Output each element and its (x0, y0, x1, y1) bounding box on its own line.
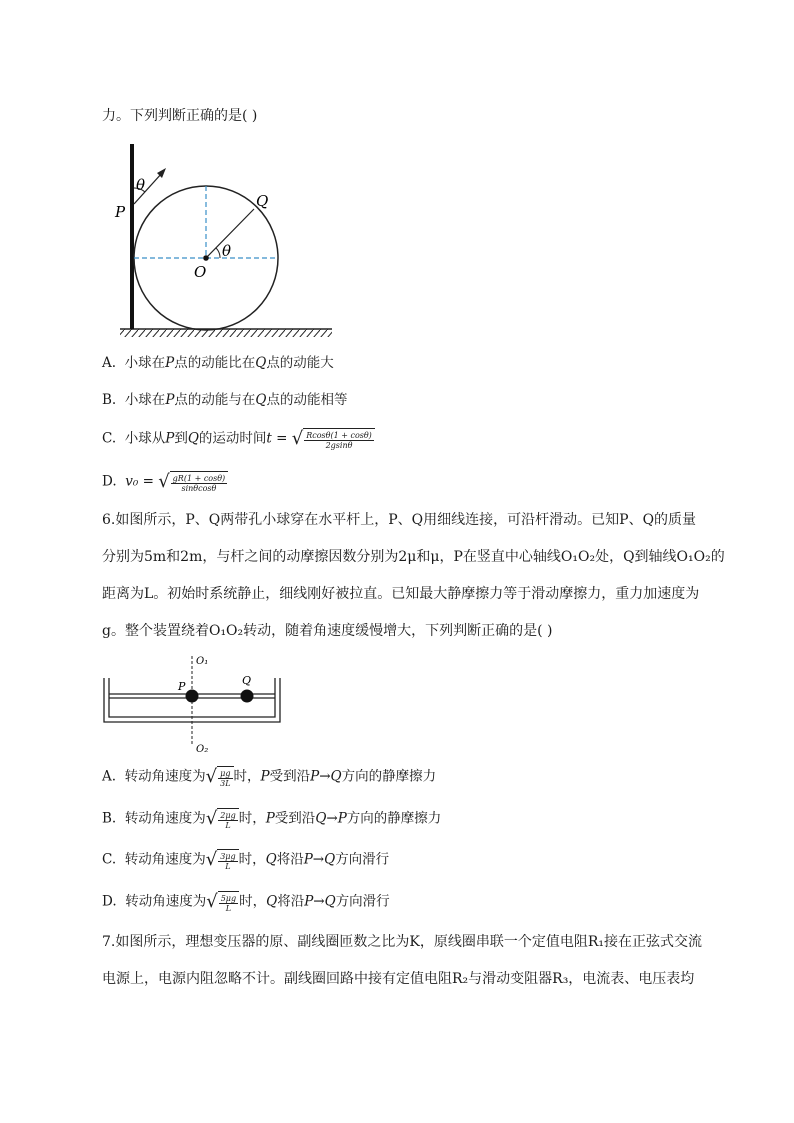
q6-option-c[interactable]: C. 转动角速度为 √ $\frac{3\mu g}{L}$ 时，Q将沿P→Q方向滑行 (102, 849, 390, 871)
ball-p (186, 690, 199, 703)
ground-hatch (120, 329, 332, 337)
q5-option-c[interactable]: C. 小球从P到Q的运动时间t = √ $\frac{Rcos\theta(1 + \cos\theta)}{2gsin\theta}$ (102, 428, 375, 450)
q6-option-d[interactable]: D. 转动角速度为 √ $\frac{5\mu g}{L}$ 时，Q将沿P→Q方向滑行 (102, 891, 390, 913)
label-theta-q: θ (222, 242, 232, 260)
label-q: Q (256, 192, 269, 210)
q6-line-4: g。整个装置绕着O₁O₂转动，随着角速度缓慢增大，下列判断正确的是( ) (102, 623, 553, 639)
q6-line-1: 6.如图所示，P、Q两带孔小球穿在水平杆上，P、Q用细线连接，可沿杆滑动。已知P、Q的质量 (102, 512, 697, 528)
q6-option-b[interactable]: B. 转动角速度为 √ $\frac{2\mu g}{L}$ 时，P受到沿Q→P方向的静摩擦力 (102, 808, 442, 830)
q5-tail-text: 力。下列判断正确的是( ) (102, 108, 258, 124)
q5-option-a[interactable]: A. 小球在P点的动能比在Q点的动能大 (102, 355, 334, 371)
q5-option-b[interactable]: B. 小球在P点的动能与在Q点的动能相等 (102, 392, 348, 408)
sqrt-formula: √ $\frac{Rcos\theta(1 + \cos\theta)}{2gsin\theta}$ (292, 428, 375, 450)
q5-option-d[interactable]: D. v₀ = √ $\frac{gR(1 + \cos\theta)}{\sin\theta\cos\theta}$ (102, 471, 228, 493)
figure-circle-track (110, 138, 340, 338)
label-o1: O₁ (196, 656, 209, 667)
label-ball-p: P (178, 680, 186, 693)
q6-line-3: 距离为L。初始时系统静止，细线刚好被拉直。已知最大静摩擦力等于滑动摩擦力，重力加速度为 (102, 586, 700, 602)
label-ball-q: Q (242, 674, 252, 687)
sqrt-formula: √ $\frac{gR(1 + \cos\theta)}{\sin\theta\cos\theta}$ (158, 471, 228, 493)
q7-line-1: 7.如图所示，理想变压器的原、副线圈匝数之比为K，原线圈串联一个定值电阻R₁接在正弦式交流 (102, 934, 702, 950)
q7-line-2: 电源上，电源内阻忽略不计。副线圈回路中接有定值电阻R₂与滑动变阻器R₃，电流表、电压表均 (102, 971, 695, 987)
sqrt-formula: √ $\frac{2\mu g}{L}$ (206, 808, 239, 830)
ball-q (241, 690, 254, 703)
label-o: O (194, 263, 207, 281)
sqrt-formula: √ $\frac{\mu g}{3L}$ (206, 766, 234, 788)
center-o-dot (203, 255, 209, 261)
label-p: P (115, 203, 126, 221)
sqrt-formula: √ $\frac{3\mu g}{L}$ (206, 849, 239, 871)
label-theta-p: θ (136, 176, 146, 194)
label-o2: O₂ (196, 744, 209, 755)
vertical-wall (130, 144, 134, 329)
sqrt-formula: √ $\frac{5\mu g}{L}$ (206, 891, 239, 913)
q6-line-2: 分别为5m和2m，与杆之间的动摩擦因数分别为2μ和μ，P在竖直中心轴线O₁O₂处，Q到轴线O₁O₂的 (102, 549, 725, 565)
figure-rotating-frame (98, 648, 288, 758)
q6-option-a[interactable]: A. 转动角速度为 √ $\frac{\mu g}{3L}$ 时，P受到沿P→Q方向的静摩擦力 (102, 766, 437, 788)
theta-arc-q (216, 248, 220, 258)
